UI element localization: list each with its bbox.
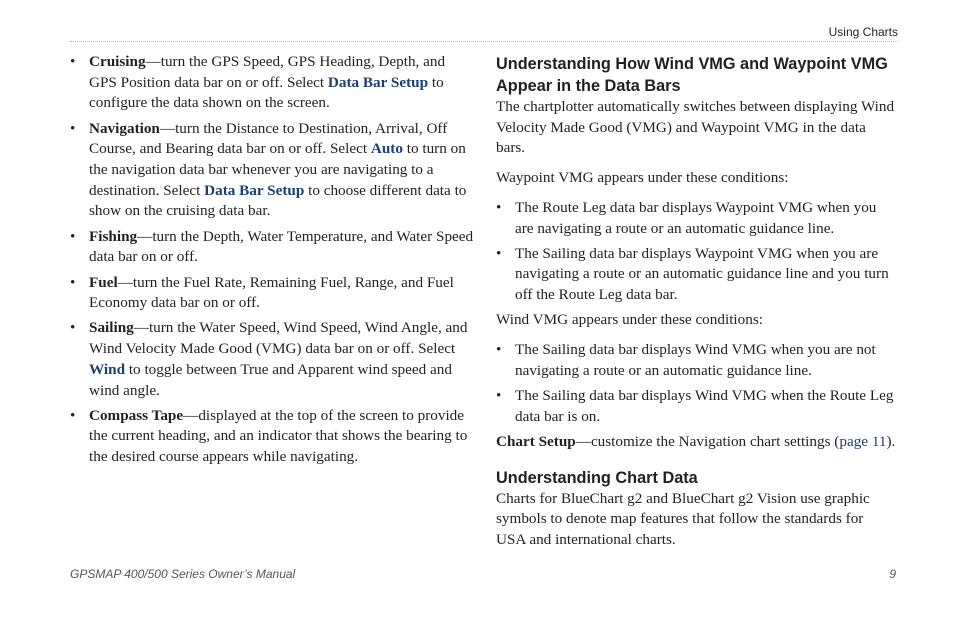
bullet-icon: • <box>70 319 76 337</box>
right-column <box>496 53 896 551</box>
footer-page-number: 9 <box>889 567 896 581</box>
list-item: • The Sailing data bar displays Wind VMG when you are not navigating a route or an automatic guidance line. <box>496 341 876 379</box>
term-compass-tape: Compass Tape <box>89 406 184 424</box>
running-head: Using Charts <box>828 25 898 39</box>
wind-key: Wind <box>89 360 126 378</box>
term-navigation: Navigation <box>89 119 160 137</box>
paragraph-vmg-intro: The chartplotter automatically switches between displaying Wind Velocity Made Good (VMG) and Waypoint VMG in the data bars. <box>496 98 895 157</box>
list-item: • The Sailing data bar displays Waypoint VMG when you are navigating a route or an automatic guidance line and you turn off the Route Leg data bar. <box>496 244 889 304</box>
term-cruising: Cruising <box>89 53 146 70</box>
data-bar-setup-key: Data Bar Setup <box>204 181 305 199</box>
list-item-compass-tape: • Compass Tape—displayed at the top of the screen to provide the current heading, and an indicator that shows the bearing to the desired course appears while navigating. <box>70 406 468 466</box>
list-item-cruising: • Cruising—turn the GPS Speed, GPS Heading, Depth, and GPS Position data bar on or off. Select Data Bar Setup to configure the data shown on the screen. <box>70 53 446 112</box>
wind-vmg-list <box>496 340 896 427</box>
list-item-fuel: • Fuel—turn the Fuel Rate, Remaining Fuel, Range, and Fuel Economy data bar on or off. <box>70 273 454 312</box>
term-sailing: Sailing <box>89 319 134 337</box>
waypoint-vmg-list <box>496 198 896 306</box>
term-chart-setup: Chart Setup <box>496 432 576 450</box>
list-item-sailing: • Sailing—turn the Water Speed, Wind Speed, Wind Angle, and Wind Velocity Made Good (VMG) data bar on or off. Select Wind to toggle between True and Apparent wind speed and wind angle. <box>70 319 468 399</box>
data-bar-options-list <box>70 52 474 468</box>
term-fuel: Fuel <box>89 273 118 291</box>
bullet-icon: • <box>70 273 76 291</box>
auto-key: Auto <box>370 140 403 158</box>
paragraph-wind-conditions: Wind VMG appears under these conditions: <box>496 311 763 329</box>
bullet-icon: • <box>496 386 502 404</box>
bullet-icon: • <box>496 244 502 262</box>
header-rule <box>70 41 898 42</box>
section-heading-vmg: Understanding How Wind VMG and Waypoint VMG Appear in the Data Bars <box>496 55 888 95</box>
list-item-navigation: • Navigation—turn the Distance to Destination, Arrival, Off Course, and Bearing data bar on or off. Select Auto to turn on the navigation data bar whenever you are navigating to a destination. Select Data Bar Setup to choose different data to show on the cruising data bar. <box>70 119 467 220</box>
list-item-fishing: • Fishing—turn the Depth, Water Temperature, and Water Speed data bar on or off. <box>70 227 474 266</box>
bullet-icon: • <box>70 119 76 137</box>
list-item: • The Route Leg data bar displays Waypoint VMG when you are navigating a route or an automatic guidance line. <box>496 198 877 237</box>
bullet-icon: • <box>70 227 76 245</box>
bullet-icon: • <box>496 341 502 359</box>
left-column <box>70 52 474 472</box>
bullet-icon: • <box>70 406 76 424</box>
list-item: • The Sailing data bar displays Wind VMG when the Route Leg data bar is on. <box>496 386 894 425</box>
paragraph-chart-data: Charts for BlueChart g2 and BlueChart g2 Vision use graphic symbols to denote map features that follow the standards for USA and international charts. <box>496 489 870 548</box>
page-link[interactable]: page 11 <box>839 432 887 450</box>
bullet-icon: • <box>496 198 502 216</box>
footer-manual-title: GPSMAP 400/500 Series Owner’s Manual <box>70 567 296 581</box>
term-fishing: Fishing <box>89 227 138 245</box>
paragraph-waypoint-conditions: Waypoint VMG appears under these conditions: <box>496 169 789 187</box>
section-heading-chart-data: Understanding Chart Data <box>496 468 698 487</box>
paragraph-chart-setup: Chart Setup—customize the Navigation chart settings (page 11). <box>496 432 896 450</box>
data-bar-setup-key: Data Bar Setup <box>327 73 429 91</box>
bullet-icon: • <box>70 53 76 70</box>
